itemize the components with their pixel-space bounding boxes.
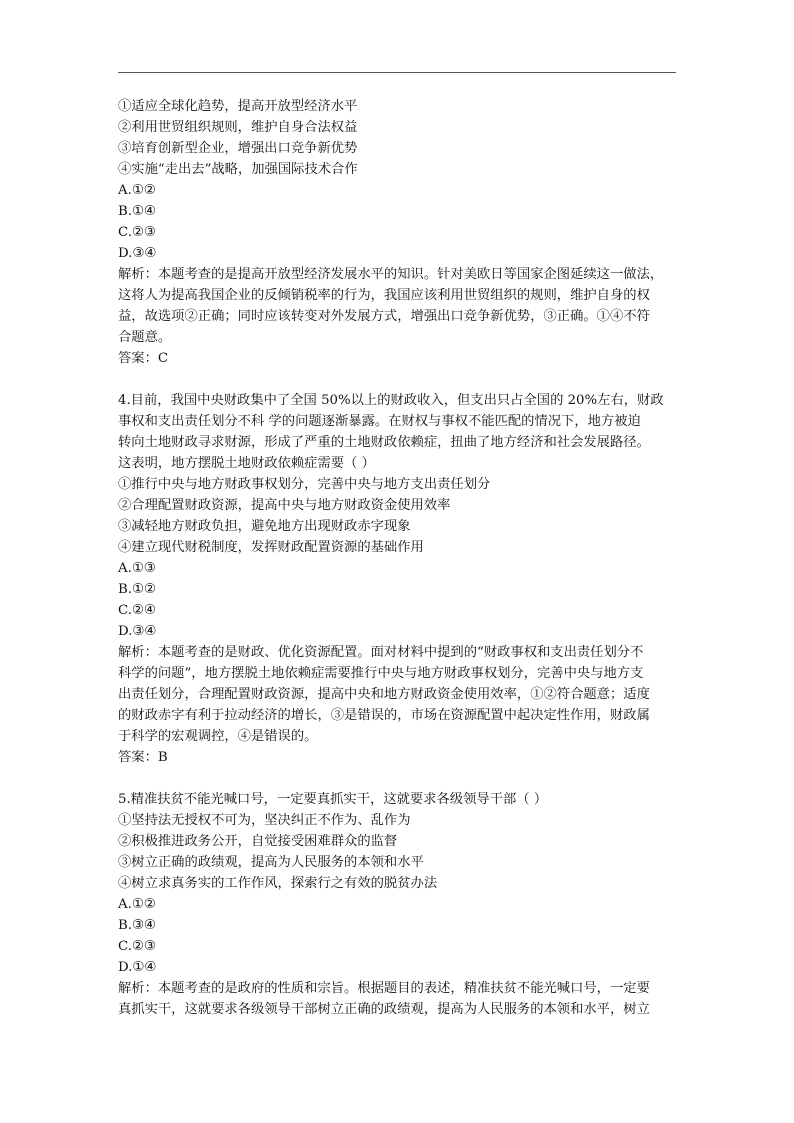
q5-option-2: ②积极推进政务公开，自觉接受困难群众的监督 [118,834,398,849]
q4-stem-line-2: 事权和支出责任划分不科 学的问题逐渐暴露。在财权与事权不能匹配的情况下，地方被迫 [118,414,641,429]
q5-choice-a: A.①② [118,897,156,912]
q4-choice-c: C.②④ [118,603,156,618]
q4-option-2: ②合理配置财政资源，提高中央与地方财政资金使用效率 [118,498,451,513]
q3-choices [118,180,678,264]
q5-choice-c: C.②③ [118,939,156,954]
q5-option-3: ③树立正确的政绩观，提高为人民服务的本领和水平 [118,855,424,870]
q4-stem-line-1: 4.目前，我国中央财政集中了全国 50%以上的财政收入，但支出只占全国的 20%左右，财政 [118,393,664,408]
q5-option-1: ①坚持法无授权不可为，坚决纠正不作为、乱作为 [118,813,411,828]
spacer [118,768,678,789]
q3-analysis-line-3: 益，故选项②正确；同时应该转变对外发展方式，增强出口竞争新优势，③正确。①④不符 [118,309,650,324]
q4-stem [118,390,678,474]
q5-analysis-line-2: 真抓实干，这就要求各级领导干部树立正确的政绩观，提高为人民服务的本领和水平，树立 [118,1002,650,1017]
q5-stem-line-1: 5.精准扶贫不能光喊口号，一定要真抓实干，这就要求各级领导干部（ ） [118,792,548,807]
q3-analysis-line-2: 这将人为提高我国企业的反倾销税率的行为，我国应该利用世贸组织的规则，维护自身的权 [118,288,650,303]
question-3 [118,96,678,369]
q4-choice-d: D.③④ [118,624,157,639]
q5-choice-d: D.①④ [118,960,157,975]
q3-option-4: ④实施“走出去”战略，加强国际技术合作 [118,162,358,177]
q3-analysis-line-4: 合题意。 [118,330,172,345]
q4-stem-line-4: 这表明，地方摆脱土地财政依赖症需要（ ） [118,456,375,471]
document-content [118,96,678,1020]
q4-analysis-line-2: 科学的问题”，地方摆脱土地依赖症需要推行中央与地方财政事权划分，完善中央与地方支 [118,666,644,681]
q4-analysis-line-5: 于科学的宏观调控，④是错误的。 [118,729,318,744]
q4-stem-line-3: 转向土地财政寻求财源，形成了严重的土地财政依赖症，扭曲了地方经济和社会发展路径。 [118,435,650,450]
q4-option-1: ①推行中央与地方财政事权划分，完善中央与地方支出责任划分 [118,477,491,492]
q5-choices [118,894,678,978]
q4-analysis-line-1: 解析：本题考查的是财政、优化资源配置。面对材料中提到的“财政事权和支出责任划分不 [118,645,644,660]
q5-stem [118,789,678,810]
q5-analysis-line-1: 解析：本题考查的是政府的性质和宗旨。根据题目的表述，精准扶贫不能光喊口号，一定要 [118,981,650,996]
q4-analysis-line-3: 出责任划分，合理配置财政资源，提高中央和地方财政资金使用效率，①②符合题意；适度 [118,687,650,702]
q3-analysis-line-1: 解析：本题考查的是提高开放型经济发展水平的知识。针对美欧日等国家企图延续这一做法， [118,267,664,282]
q4-option-4: ④建立现代财税制度，发挥财政配置资源的基础作用 [118,540,424,555]
q3-choice-a: A.①② [118,183,156,198]
q4-choice-b: B.①② [118,582,156,597]
q3-choice-c: C.②③ [118,225,156,240]
q5-options [118,810,678,894]
q4-answer: 答案：B [118,750,168,765]
spacer [118,369,678,390]
q5-option-4: ④树立求真务实的工作作风，探索行之有效的脱贫办法 [118,876,438,891]
q3-option-2: ②利用世贸组织规则，维护自身合法权益 [118,120,358,135]
question-5 [118,789,678,1020]
q4-option-3: ③减轻地方财政负担，避免地方出现财政赤字现象 [118,519,411,534]
q4-choices [118,558,678,642]
question-4 [118,390,678,768]
q3-option-1: ①适应全球化趋势，提高开放型经济水平 [118,99,358,114]
q3-option-3: ③培育创新型企业，增强出口竞争新优势 [118,141,358,156]
q3-answer: 答案：C [118,351,169,366]
q4-choice-a: A.①③ [118,561,156,576]
q5-analysis [118,978,678,1020]
q4-options [118,474,678,558]
q3-choice-b: B.①④ [118,204,156,219]
q3-choice-d: D.③④ [118,246,157,261]
q3-analysis [118,264,678,348]
header-rule [118,72,676,73]
q4-analysis-line-4: 的财政赤字有利于拉动经济的增长，③是错误的，市场在资源配置中起决定性作用，财政属 [118,708,650,723]
q3-options [118,96,678,180]
q5-choice-b: B.③④ [118,918,156,933]
q4-analysis [118,642,678,747]
